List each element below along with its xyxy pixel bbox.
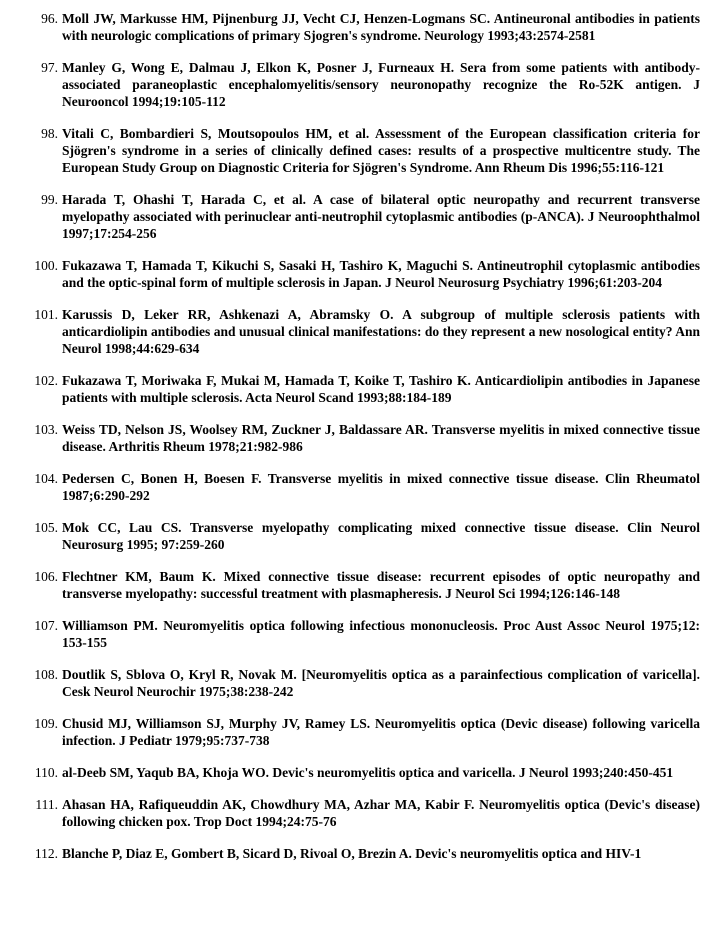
reference-text: Chusid MJ, Williamson SJ, Murphy JV, Ramey LS. Neuromyelitis optica (Devic disease) following varicella infection. J Pediatr 1979;95:737-738: [62, 716, 700, 748]
reference-item: [0, 617, 728, 651]
reference-number: 104.: [34, 471, 58, 486]
reference-text: Blanche P, Diaz E, Gombert B, Sicard D, Rivoal O, Brezin A. Devic's neuromyelitis optica and HIV-1: [62, 846, 642, 861]
reference-text: Manley G, Wong E, Dalmau J, Elkon K, Posner J, Furneaux H. Sera from some patients with antibody-associated paraneoplastic encephalomyelitis/sensory neuronopathy recognize the Ro-52K antigen. J Neurooncol 1994;19:105-112: [62, 60, 700, 109]
reference-item: [0, 519, 728, 553]
reference-item: [0, 191, 728, 242]
reference-number: 112.: [34, 846, 58, 861]
reference-text: Ahasan HA, Rafiqueuddin AK, Chowdhury MA, Azhar MA, Kabir F. Neuromyelitis optica (Devic's disease) following chicken pox. Trop Doct 1994;24:75-76: [62, 797, 700, 829]
reference-item: [0, 470, 728, 504]
reference-number: 106.: [34, 569, 58, 584]
reference-item: [0, 257, 728, 291]
reference-item: [0, 568, 728, 602]
reference-item: [0, 372, 728, 406]
reference-text: Fukazawa T, Hamada T, Kikuchi S, Sasaki H, Tashiro K, Maguchi S. Antineutrophil cytoplasmic antibodies and the optic-spinal form of multiple sclerosis in Japan. J Neurol Neurosurg Psychiatry 1996;61:203-204: [62, 258, 700, 290]
reference-text: Harada T, Ohashi T, Harada C, et al. A case of bilateral optic neuropathy and recurrent transverse myelopathy associated with perinuclear anti-neutrophil cytoplasmic antibodies (p-ANCA). J Neuroophthalmol 1997;17:254-256: [62, 192, 700, 241]
reference-number: 105.: [34, 520, 58, 535]
reference-number: 103.: [34, 422, 58, 437]
reference-number: 107.: [34, 618, 58, 633]
reference-text: Vitali C, Bombardieri S, Moutsopoulos HM, et al. Assessment of the European classification criteria for Sjögren's syndrome in a series of clinically defined cases: results of a prospective multicentre study. The European Study Group on Diagnostic Criteria for Sjögren's Syndrome. Ann Rheum Dis 1996;55:116-121: [62, 126, 700, 175]
reference-text: Williamson PM. Neuromyelitis optica following infectious mononucleosis. Proc Aust Assoc Neurol 1975;12: 153-155: [62, 618, 700, 650]
reference-item: [0, 715, 728, 749]
reference-item: [0, 796, 728, 830]
reference-number: 97.: [41, 60, 58, 75]
reference-text: Karussis D, Leker RR, Ashkenazi A, Abramsky O. A subgroup of multiple sclerosis patients with anticardiolipin antibodies and unusual clinical manifestations: do they represent a new nosological entity? Ann Neurol 1998;44:629-634: [62, 307, 700, 356]
reference-number: 96.: [41, 11, 58, 26]
reference-list: [0, 10, 728, 877]
reference-text: Weiss TD, Nelson JS, Woolsey RM, Zuckner J, Baldassare AR. Transverse myelitis in mixed connective tissue disease. Arthritis Rheum 1978;21:982-986: [62, 422, 700, 454]
reference-number: 108.: [34, 667, 58, 682]
reference-item: [0, 59, 728, 110]
reference-text: Moll JW, Markusse HM, Pijnenburg JJ, Vecht CJ, Henzen-Logmans SC. Antineuronal antibodies in patients with neurologic complications of primary Sjogren's syndrome. Neurology 1993;43:2574-2581: [62, 11, 700, 43]
reference-number: 111.: [35, 797, 58, 812]
reference-number: 100.: [34, 258, 58, 273]
reference-text: Mok CC, Lau CS. Transverse myelopathy complicating mixed connective tissue disease. Clin Neurol Neurosurg 1995; 97:259-260: [62, 520, 700, 552]
reference-number: 99.: [41, 192, 58, 207]
reference-item: [0, 125, 728, 176]
reference-item: [0, 845, 728, 862]
reference-number: 110.: [34, 765, 58, 780]
reference-number: 102.: [34, 373, 58, 388]
reference-text: Doutlik S, Sblova O, Kryl R, Novak M. [Neuromyelitis optica as a parainfectious complication of varicella]. Cesk Neurol Neurochir 1975;38:238-242: [62, 667, 700, 699]
reference-item: [0, 764, 728, 781]
reference-number: 101.: [34, 307, 58, 322]
reference-item: [0, 306, 728, 357]
reference-text: al-Deeb SM, Yaqub BA, Khoja WO. Devic's neuromyelitis optica and varicella. J Neurol 1993;240:450-451: [62, 765, 674, 780]
reference-text: Flechtner KM, Baum K. Mixed connective tissue disease: recurrent episodes of optic neuropathy and transverse myelopathy: successful treatment with plasmapheresis. J Neurol Sci 1994;126:146-148: [62, 569, 700, 601]
reference-item: [0, 10, 728, 44]
reference-number: 98.: [41, 126, 58, 141]
reference-number: 109.: [34, 716, 58, 731]
reference-text: Pedersen C, Bonen H, Boesen F. Transverse myelitis in mixed connective tissue disease. Clin Rheumatol 1987;6:290-292: [62, 471, 700, 503]
reference-item: [0, 421, 728, 455]
reference-item: [0, 666, 728, 700]
reference-text: Fukazawa T, Moriwaka F, Mukai M, Hamada T, Koike T, Tashiro K. Anticardiolipin antibodies in Japanese patients with multiple sclerosis. Acta Neurol Scand 1993;88:184-189: [62, 373, 700, 405]
